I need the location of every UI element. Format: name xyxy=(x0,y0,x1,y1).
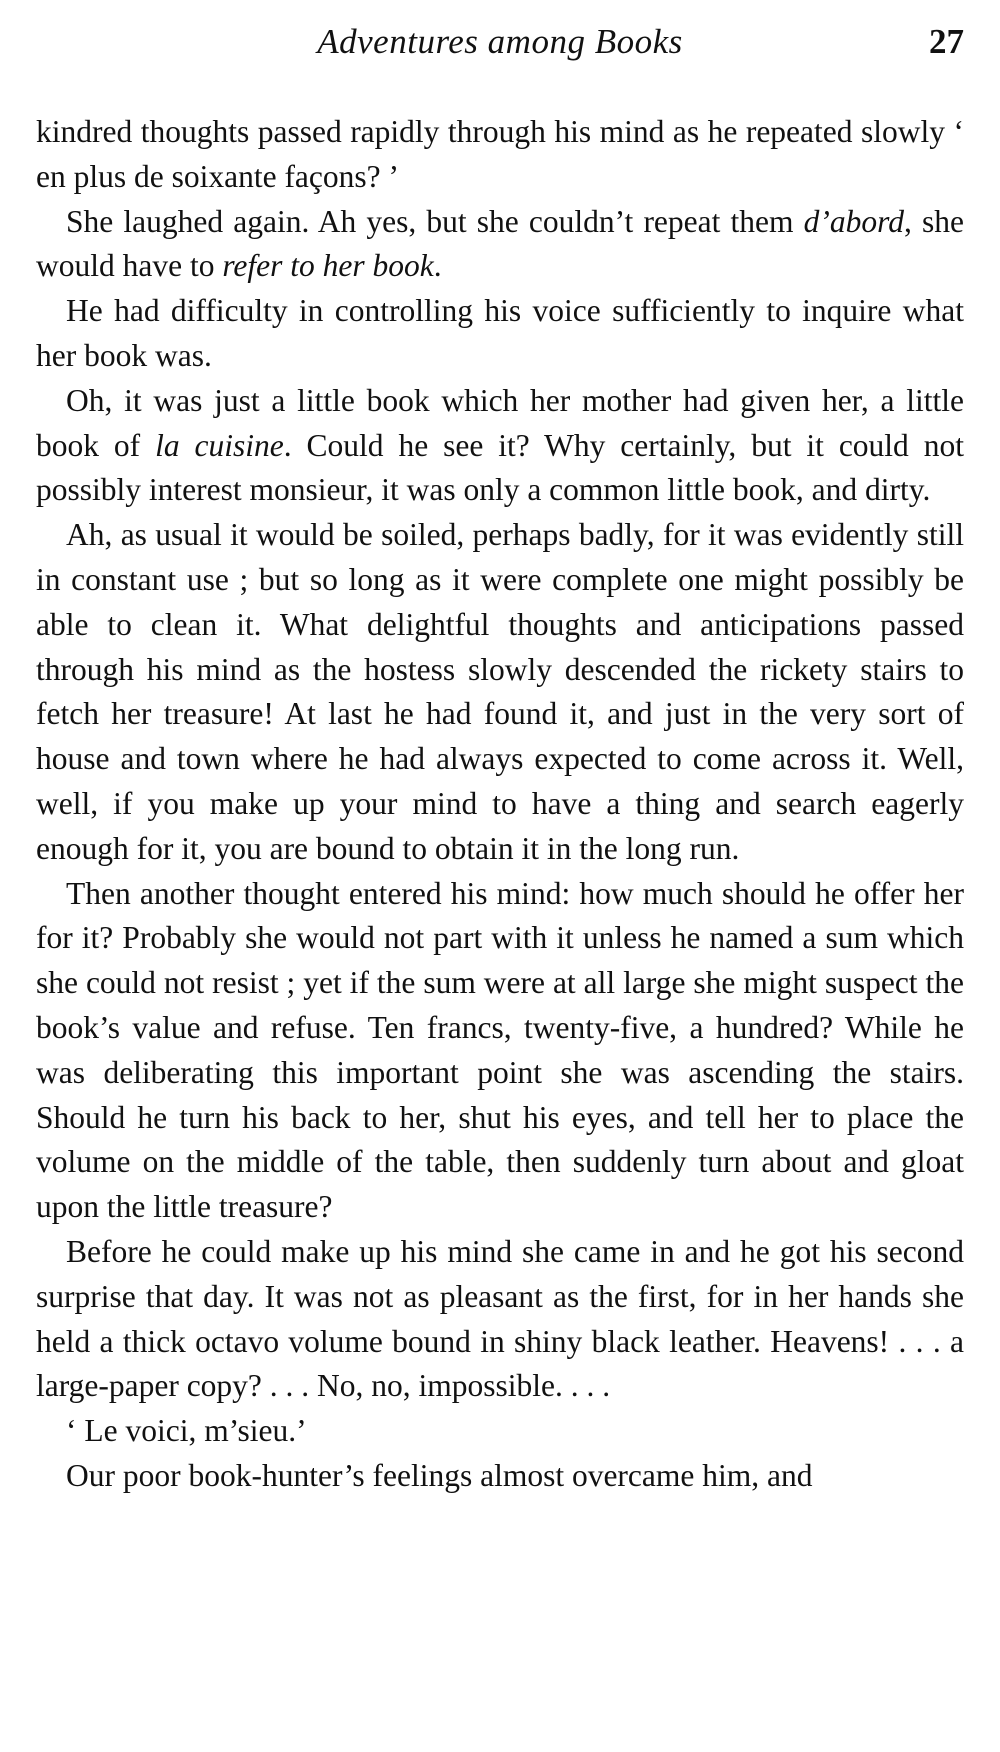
paragraph-text: . Could he see it? Why certainly, but it could not possibly interest monsieur, it was only a common little book, and dirty. xyxy=(36,427,964,508)
body-text xyxy=(36,110,964,1499)
paragraph-text: kindred thoughts passed rapidly through his mind as he repeated slowly ‘ en plus de soixante façons? ’ xyxy=(36,114,964,194)
page-number: 27 xyxy=(929,22,964,61)
paragraph-text: ‘ Le voici, m’sieu.’ xyxy=(66,1413,307,1449)
paragraph-text: , she would have to xyxy=(36,203,964,284)
paragraph-text: He had difficulty in controlling his voice sufficiently to inquire what her book was. xyxy=(36,293,964,373)
italic-phrase: d’abord xyxy=(803,203,904,239)
paragraph-text: Our poor book-hunter’s feelings almost overcame him, and xyxy=(66,1457,813,1493)
paragraph-text: Then another thought entered his mind: how much should he offer her for it? Probably she would not part with it unless he named a sum which she could not resist ; yet if the sum were at all large she might suspect the book’s value and refuse. Ten francs, twenty-five, a hundred? While he was deliberating this important point she was ascending the stairs. Should he turn his back to her, shut his eyes, and tell her to place the volume on the middle of the table, then suddenly turn about and gloat upon the little treasure? xyxy=(36,875,964,1225)
paragraph xyxy=(36,1409,964,1454)
running-title: Adventures among Books xyxy=(317,22,683,61)
paragraph-text: She laughed again. Ah yes, but she couldn’t repeat them xyxy=(66,203,804,239)
paragraph xyxy=(36,872,964,1230)
paragraph xyxy=(36,289,964,379)
paragraph-text: Ah, as usual it would be soiled, perhaps badly, for it was evidently still in constant use ; but so long as it were complete one might possibly be able to clean it. What delightful thoughts and anticipations passed through his mind as the hostess slowly descended the rickety stairs to fetch her treasure! At last he had found it, and just in the very sort of house and town where he had always expected to come across it. Well, well, if you make up your mind to have a thing and search eagerly enough for it, you are bound to obtain it in the long run. xyxy=(36,517,964,866)
paragraph xyxy=(36,513,964,871)
paragraph xyxy=(36,1454,964,1499)
paragraph-text: . xyxy=(433,248,442,284)
paragraph xyxy=(36,1230,964,1409)
italic-phrase: refer to her book xyxy=(222,248,434,284)
paragraph xyxy=(36,200,964,290)
running-head xyxy=(36,22,964,72)
paragraph-text: Before he could make up his mind she came in and he got his second surprise that day. It was not as pleasant as the first, for in her hands she held a thick octavo volume bound in shiny black leather. Heavens! . . . a large-paper copy? . . . No, no, impossible. . . . xyxy=(36,1233,964,1404)
paragraph xyxy=(36,379,964,513)
paragraph xyxy=(36,110,964,200)
italic-phrase: la cuisine xyxy=(155,427,284,463)
paragraph-text: Oh, it was just a little book which her mother had given her, a little book of xyxy=(36,382,964,463)
